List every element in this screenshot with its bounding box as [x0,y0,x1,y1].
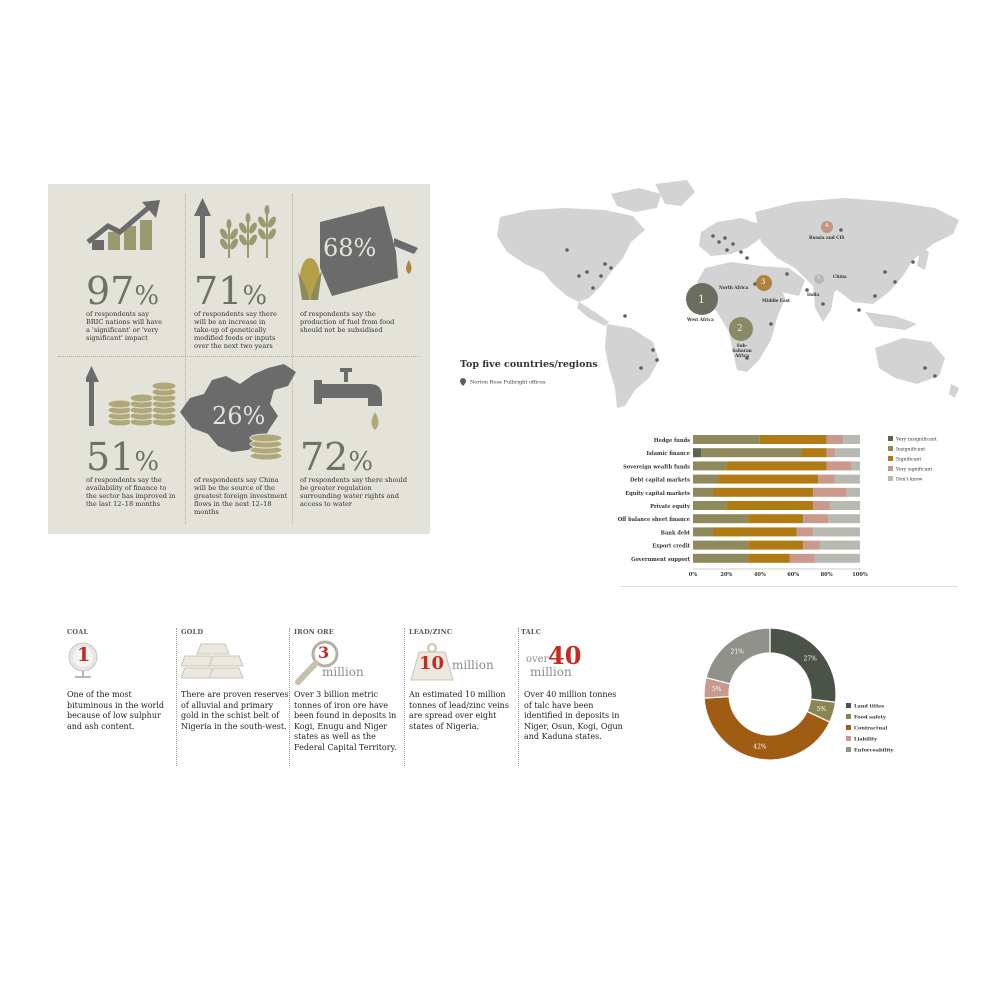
donut-legend-label: Liability [854,736,878,743]
donut-value-label: 5% [711,685,722,693]
mineral-unit: million [530,665,572,679]
donut-value-label: 21% [730,648,744,656]
mineral-description: Over 40 million tonnes of talc have been identified in deposits in Niger, Osun, Kogi, Ogun and Kaduna states. [524,690,623,741]
mineral-prefix: over [526,654,549,665]
stat-description: of respondents say China will be the source of the greatest foreign investment flows in the next 12–18 months [194,476,288,516]
donut-legend-label: Land titles [854,703,885,710]
mineral-figure: 3 [318,643,330,662]
stat-description: of respondents say BRIC nations will have a 'significant' or 'very significant' impact [86,310,163,342]
mineral-description: There are proven reserves of alluvial and primary gold in the schist belt of Nigeria in the south-west. [181,690,289,731]
region-label: Sub-Saharan Africa [732,343,752,358]
bar-category-label: Islamic finance [646,451,690,458]
donut-legend-swatch [846,703,851,708]
stat-description: of respondents say the availability of finance to the sector has improved in the last 12–18 months [86,476,176,508]
bar-category-label: Sovereign wealth funds [623,464,690,471]
region-rank: 4 [825,223,829,229]
x-tick-label: 20% [720,572,733,578]
stat-description: of respondents say the production of fuel from food should not be subsidised [300,310,395,334]
bar-category-label: Export credit [652,543,690,550]
x-tick-label: 100% [852,572,868,578]
stat-value: 72% [300,435,374,479]
map-title: Top five countries/regions [460,359,598,370]
x-tick-label: 60% [787,572,800,578]
donut-legend-swatch [846,736,851,741]
mineral-description: Over 3 billion metric tonnes of iron ore have been found in deposits in Kogi, Enugu and Niger states as well as the Federal Capital Territory. [294,690,397,752]
mineral-figure: 10 [419,653,445,674]
mineral-name: GOLD [181,628,204,636]
stat-value: 26% [212,402,266,430]
donut-legend-swatch [846,714,851,719]
mineral-description: An estimated 10 million tonnes of lead/zinc veins are spread over eight states of Nigeria. [409,690,509,731]
donut-legend-swatch [846,747,851,752]
x-tick-label: 40% [753,572,766,578]
donut-legend-label: Food safety [854,714,886,721]
region-rank: 3 [761,278,766,286]
legend-label: Insignificant [896,447,926,453]
donut-value-label: 42% [753,743,767,751]
mineral-name: TALC [521,628,542,636]
bar-category-label: Equity capital markets [625,490,690,497]
stat-description: of respondents say there will be an increase in take-up of genetically modified foods or inputs over the next two years [194,310,277,350]
bar-category-label: Debt capital markets [630,477,690,484]
region-label: Russia and CIS [809,235,845,240]
legend-label: Very significant [896,467,933,473]
region-rank: 2 [737,324,743,334]
donut-legend-swatch [846,725,851,730]
region-label: Middle East [762,298,790,303]
mineral-name: IRON ORE [294,628,334,636]
donut-value-label: 27% [803,655,817,663]
region-label: West Africa [687,317,714,322]
bar-category-label: Bank debt [660,530,690,537]
mineral-unit: million [452,658,494,672]
legend-label: Don't know [896,477,923,483]
mineral-name: LEAD/ZINC [409,628,453,636]
mineral-figure: 40 [548,641,582,670]
legend-label: Very insignificant [896,437,937,443]
donut-value-label: 5% [816,705,827,713]
bar-category-label: Private equity [650,504,690,510]
mineral-description: One of the most bituminous in the world because of low sulphur and ash content. [67,690,165,731]
legend-label: Significant [896,457,922,463]
stat-value: 71% [194,269,268,313]
stat-description: of respondents say there should be greater regulation surrounding water rights and access to water [300,476,408,508]
bar-category-label: Government support [631,556,690,563]
region-label: India [807,292,820,297]
donut-legend-label: Enforceability [854,747,894,754]
stat-value: 51% [86,435,160,479]
mineral-unit: million [322,665,364,679]
stat-value: 97% [86,269,160,313]
map-legend-label: Norton Rose Fulbright offices [470,379,546,386]
x-tick-label: 0% [688,572,698,578]
stat-value: 68% [323,234,377,262]
x-tick-label: 80% [820,572,833,578]
region-label: China [833,274,847,279]
region-rank: 1 [698,293,705,306]
region-rank: 5 [817,275,821,281]
bar-category-label: Hedge funds [653,438,690,444]
donut-slice [770,628,836,702]
mineral-figure: 1 [77,644,91,666]
donut-slice [706,628,770,684]
bar-category-label: Off balance sheet finance [617,517,690,524]
donut-legend-label: Contractual [854,725,888,732]
mineral-name: COAL [67,628,89,636]
region-label: North Africa [719,285,749,290]
